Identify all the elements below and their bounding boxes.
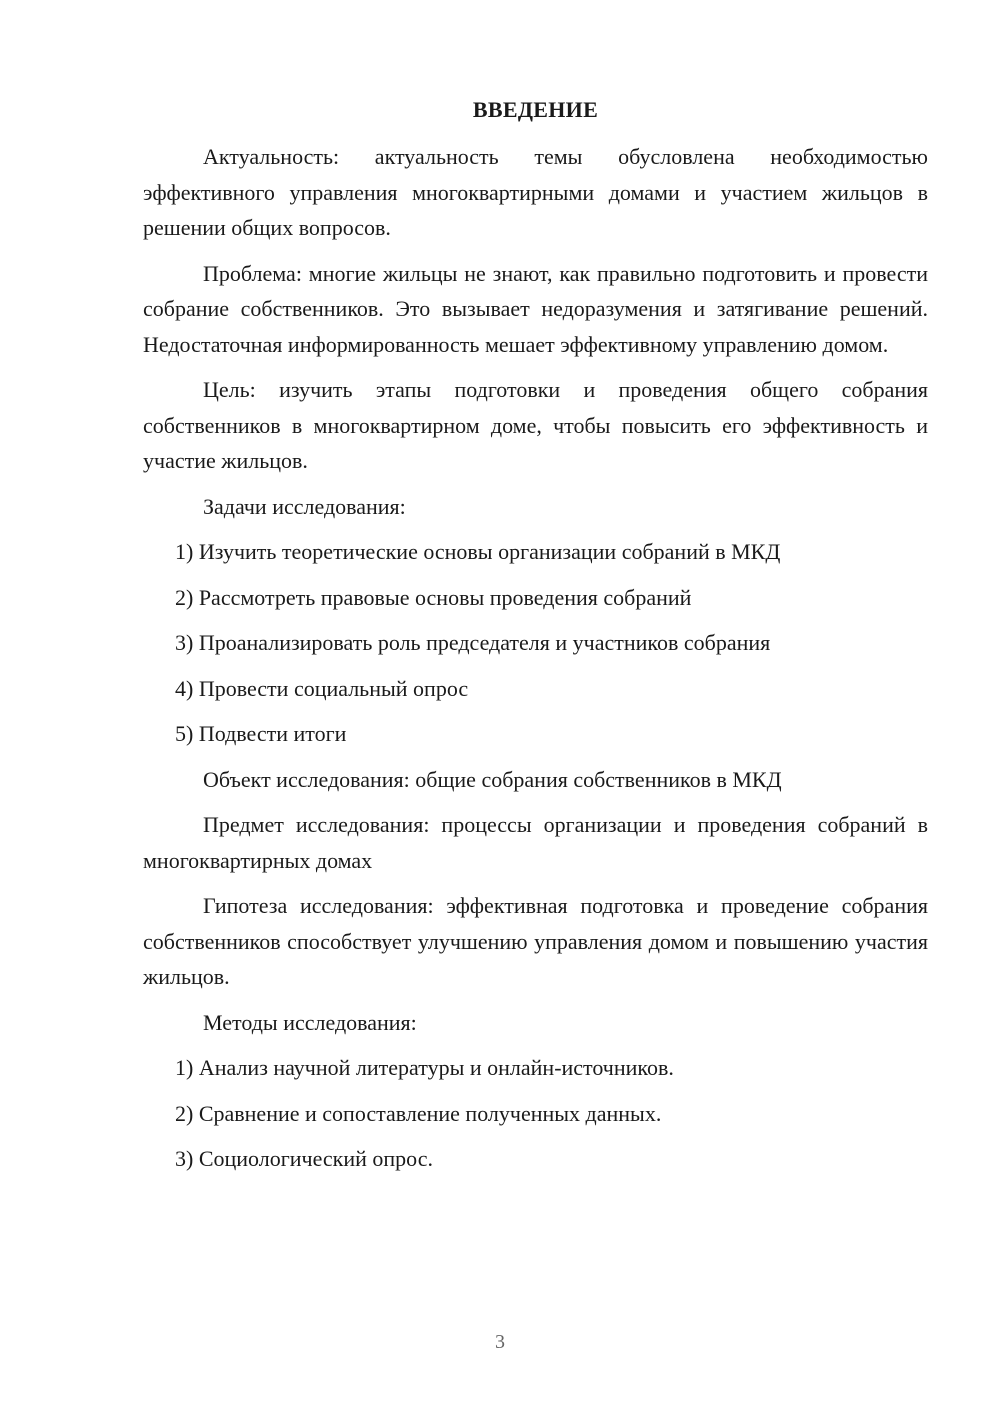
goal-paragraph: Цель: изучить этапы подготовки и проведения общего собрания собственников в многоквартирном доме, чтобы повысить его эффективность и участие жильцов.	[143, 377, 928, 473]
task-item: 3) Проанализировать роль председателя и участников собрания	[175, 630, 771, 655]
object-paragraph: Объект исследования: общие собрания собственников в МКД	[203, 766, 782, 792]
methods-heading: Методы исследования:	[203, 1009, 417, 1035]
problem-paragraph: Проблема: многие жильцы не знают, как правильно подготовить и провести собрание собственников. Это вызывает недоразумения и затягивание решений. Недостаточная информированность мешает эффективному управлению домом.	[143, 260, 928, 357]
tasks-heading: Задачи исследования:	[203, 493, 406, 519]
document-page	[143, 92, 928, 1187]
subject-paragraph: Предмет исследования: процессы организации и проведения собраний в многоквартирных домах	[143, 812, 928, 873]
method-item: 2) Сравнение и сопоставление полученных данных.	[175, 1100, 662, 1126]
section-title: ВВЕДЕНИЕ	[472, 97, 599, 122]
method-item: 3) Социологический опрос.	[175, 1146, 433, 1171]
task-item: 4) Провести социальный опрос	[175, 675, 469, 701]
method-item: 1) Анализ научной литературы и онлайн-источников.	[175, 1055, 674, 1080]
page-number: 3	[495, 1331, 505, 1353]
task-item: 1) Изучить теоретические основы организации собраний в МКД	[175, 539, 781, 564]
task-item: 5) Подвести итоги	[175, 721, 347, 746]
relevance-paragraph: Актуальность: актуальность темы обусловлена необходимостью эффективного управления многоквартирными домами и участием жильцов в решении общих вопросов.	[143, 144, 928, 240]
task-item: 2) Рассмотреть правовые основы проведения собраний	[175, 584, 692, 610]
hypothesis-paragraph: Гипотеза исследования: эффективная подготовка и проведение собрания собственников способствует улучшению управления домом и повышению участия жильцов.	[143, 893, 928, 989]
